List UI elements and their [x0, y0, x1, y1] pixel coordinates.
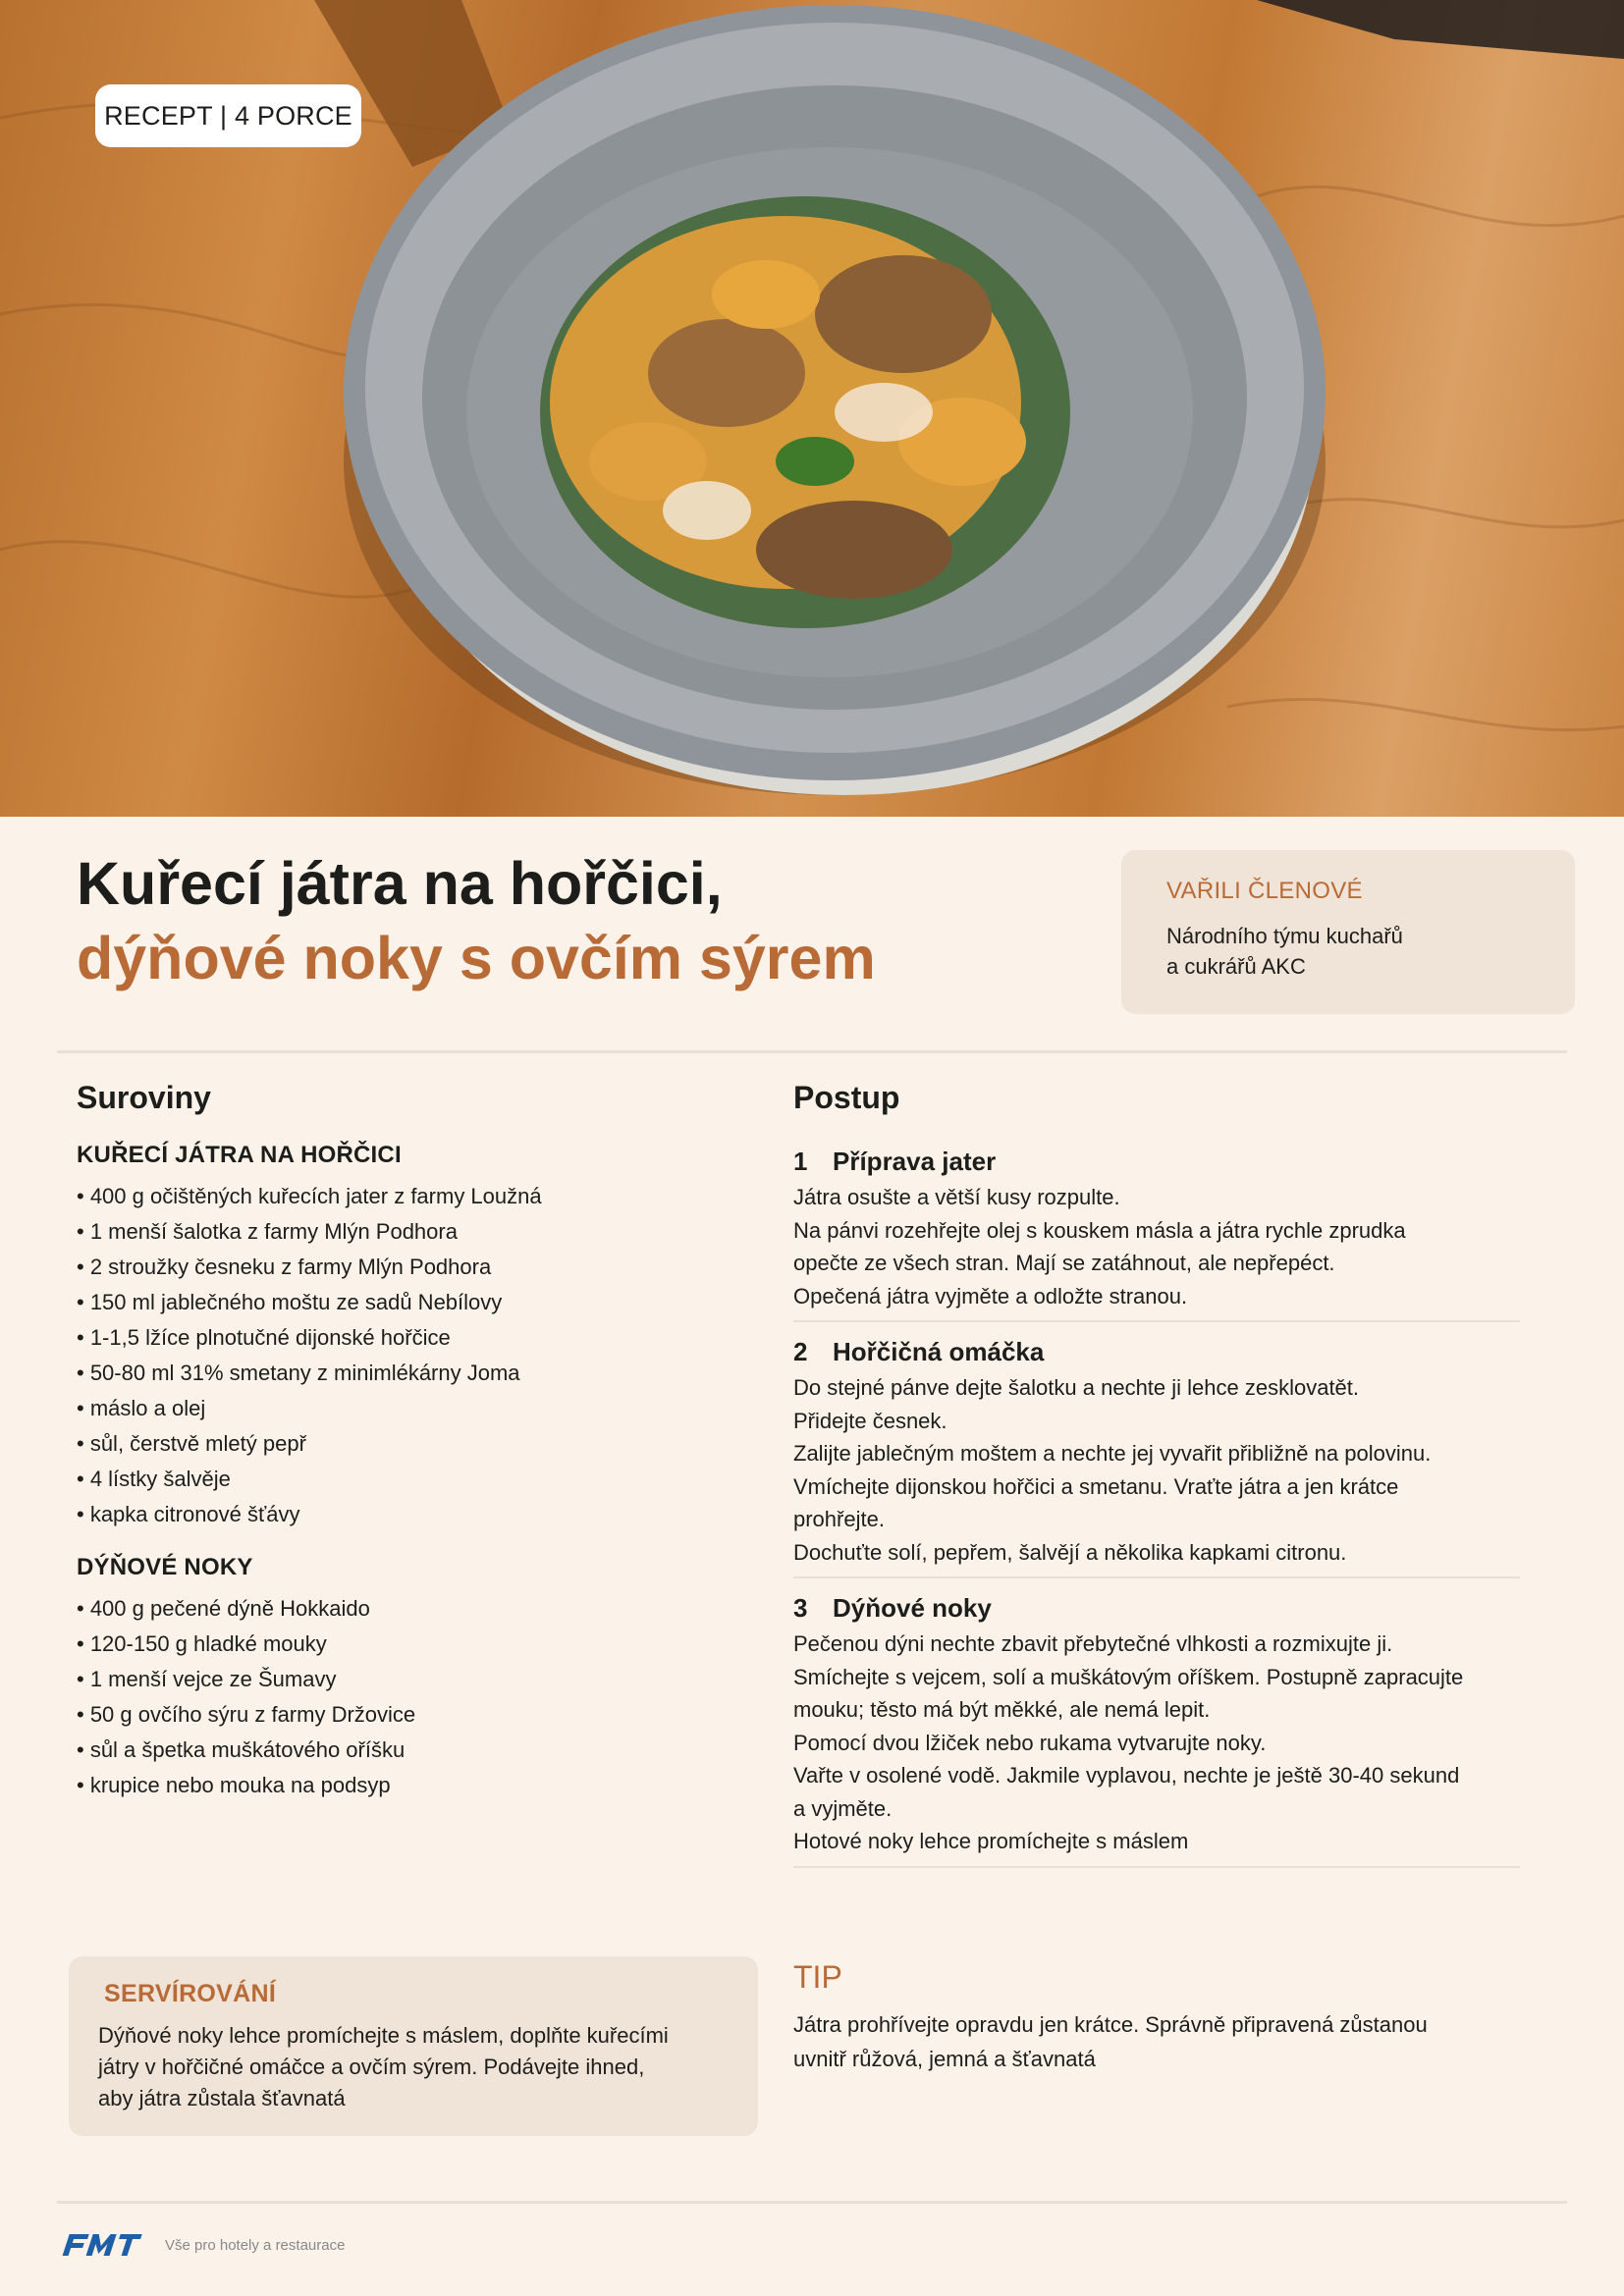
- title-line-1: Kuřecí játra na hořčici,: [77, 850, 723, 917]
- tip-line: uvnitř růžová, jemná a šťavnatá: [793, 2047, 1096, 2071]
- serving-line: Dýňové noky lehce promíchejte s máslem, doplňte kuřecími: [98, 2023, 669, 2048]
- serving-title: SERVÍROVÁNÍ: [104, 1980, 277, 2007]
- method-title: Postup: [793, 1080, 900, 1115]
- step-title: [793, 1332, 1520, 1371]
- list-item: • 1-1,5 lžíce plnotučné dijonské hořčice: [77, 1325, 451, 1350]
- list-item: • 400 g očištěných kuřecích jater z farmy Loužná: [77, 1184, 542, 1208]
- step-number: 1: [793, 1147, 808, 1176]
- list-item: • 4 lístky šalvěje: [77, 1467, 231, 1491]
- ingredient-list: [77, 1179, 764, 1532]
- cooks-box: [1121, 850, 1575, 1014]
- method-section: [793, 1080, 1520, 1878]
- step-name: Dýňové noky: [833, 1593, 992, 1623]
- footer: [61, 2230, 345, 2260]
- step-line: Vmíchejte dijonskou hořčici a smetanu. Vraťte játra a jen krátce: [793, 1473, 1399, 1499]
- step-line: prohřejte.: [793, 1507, 885, 1531]
- list-item: • kapka citronové šťávy: [77, 1502, 300, 1526]
- tip-line: Játra prohřívejte opravdu jen krátce. Správně připravená zůstanou: [793, 2012, 1428, 2037]
- step-line: opečte ze všech stran. Mají se zatáhnout, ale nepřepéct.: [793, 1251, 1335, 1275]
- step-line: a vyjměte.: [793, 1795, 893, 1821]
- ingredient-list: [77, 1591, 764, 1803]
- step-line: Dochuťte solí, pepřem, šalvějí a několika kapkami citronu.: [793, 1539, 1347, 1565]
- list-item: • sůl, čerstvě mletý pepř: [77, 1431, 306, 1456]
- tip-section: [793, 1959, 1520, 2076]
- recipe-title: [77, 846, 1098, 995]
- step-title: [793, 1588, 1520, 1628]
- step-line: Do stejné pánve dejte šalotku a nechte ji lehce zesklovatět.: [793, 1375, 1360, 1400]
- ingredients-section: [77, 1080, 764, 1825]
- method-step: [793, 1588, 1520, 1868]
- method-step: [793, 1142, 1520, 1322]
- divider: [57, 1050, 1567, 1053]
- cooks-line: a cukrářů AKC: [1166, 954, 1306, 979]
- step-title: [793, 1142, 1520, 1181]
- makro-logo-icon: [61, 2230, 151, 2260]
- list-item: • máslo a olej: [77, 1396, 206, 1420]
- step-line: Játra osušte a větší kusy rozpulte.: [793, 1185, 1120, 1209]
- step-line: Vařte v osolené vodě. Jakmile vyplavou, nechte je ještě 30-40 sekund: [793, 1763, 1460, 1788]
- step-line: Smíchejte s vejcem, solí a muškátovým oříškem. Postupně zapracujte: [793, 1664, 1464, 1689]
- list-item: • 2 stroužky česneku z farmy Mlýn Podhora: [77, 1255, 492, 1279]
- serving-box: [69, 1956, 758, 2136]
- ingredient-group-title: KUŘECÍ JÁTRA NA HOŘČICI: [77, 1142, 402, 1168]
- step-line: mouku; těsto má být měkké, ale nemá lepit.: [793, 1697, 1211, 1722]
- cooks-line: Národního týmu kuchařů: [1166, 924, 1403, 948]
- list-item: • 1 menší vejce ze Šumavy: [77, 1667, 337, 1691]
- ingredient-group-title: DÝŇOVÉ NOKY: [77, 1554, 253, 1580]
- hero-photo: [0, 0, 1624, 817]
- step-line: Pomocí dvou lžiček nebo rukama vytvarujte noky.: [793, 1730, 1267, 1755]
- ingredients-title: Suroviny: [77, 1080, 211, 1115]
- list-item: • 120-150 g hladké mouky: [77, 1631, 327, 1656]
- step-name: Příprava jater: [833, 1147, 997, 1176]
- list-item: • krupice nebo mouka na podsyp: [77, 1773, 391, 1797]
- step-line: Opečená játra vyjměte a odložte stranou.: [793, 1283, 1188, 1308]
- serving-line: játry v hořčičné omáčce a ovčím sýrem. Podávejte ihned,: [98, 2055, 645, 2079]
- list-item: • 1 menší šalotka z farmy Mlýn Podhora: [77, 1219, 458, 1244]
- step-line: Pečenou dýni nechte zbavit přebytečné vlhkosti a rozmixujte ji.: [793, 1631, 1393, 1656]
- list-item: • 150 ml jablečného moštu ze sadů Nebílovy: [77, 1290, 503, 1314]
- step-line: Přidejte česnek.: [793, 1408, 947, 1433]
- tip-title: TIP: [793, 1959, 842, 1995]
- list-item: • 50-80 ml 31% smetany z minimlékárny Joma: [77, 1361, 520, 1385]
- divider: [57, 2201, 1567, 2204]
- serving-line: aby játra zůstala šťavnatá: [98, 2086, 346, 2110]
- step-line: Zalijte jablečným moštem a nechte jej vyvařit přibližně na polovinu.: [793, 1441, 1432, 1466]
- step-line: Hotové noky lehce promíchejte s máslem: [793, 1829, 1189, 1853]
- step-line: Na pánvi rozehřejte olej s kouskem másla a játra rychle zprudka: [793, 1217, 1406, 1243]
- step-number: 3: [793, 1593, 808, 1623]
- step-name: Hořčičná omáčka: [833, 1337, 1045, 1366]
- title-line-2: dýňové noky s ovčím sýrem: [77, 925, 876, 991]
- step-number: 2: [793, 1337, 808, 1366]
- list-item: • 400 g pečené dýně Hokkaido: [77, 1596, 370, 1621]
- list-item: • 50 g ovčího sýru z farmy Držovice: [77, 1702, 416, 1727]
- footer-tagline: Vše pro hotely a restaurace: [165, 2236, 346, 2254]
- cooks-title: VAŘILI ČLENOVÉ: [1166, 878, 1363, 904]
- list-item: • sůl a špetka muškátového oříšku: [77, 1737, 406, 1762]
- recipe-badge: RECEPT | 4 PORCE: [95, 84, 361, 147]
- method-step: [793, 1332, 1520, 1578]
